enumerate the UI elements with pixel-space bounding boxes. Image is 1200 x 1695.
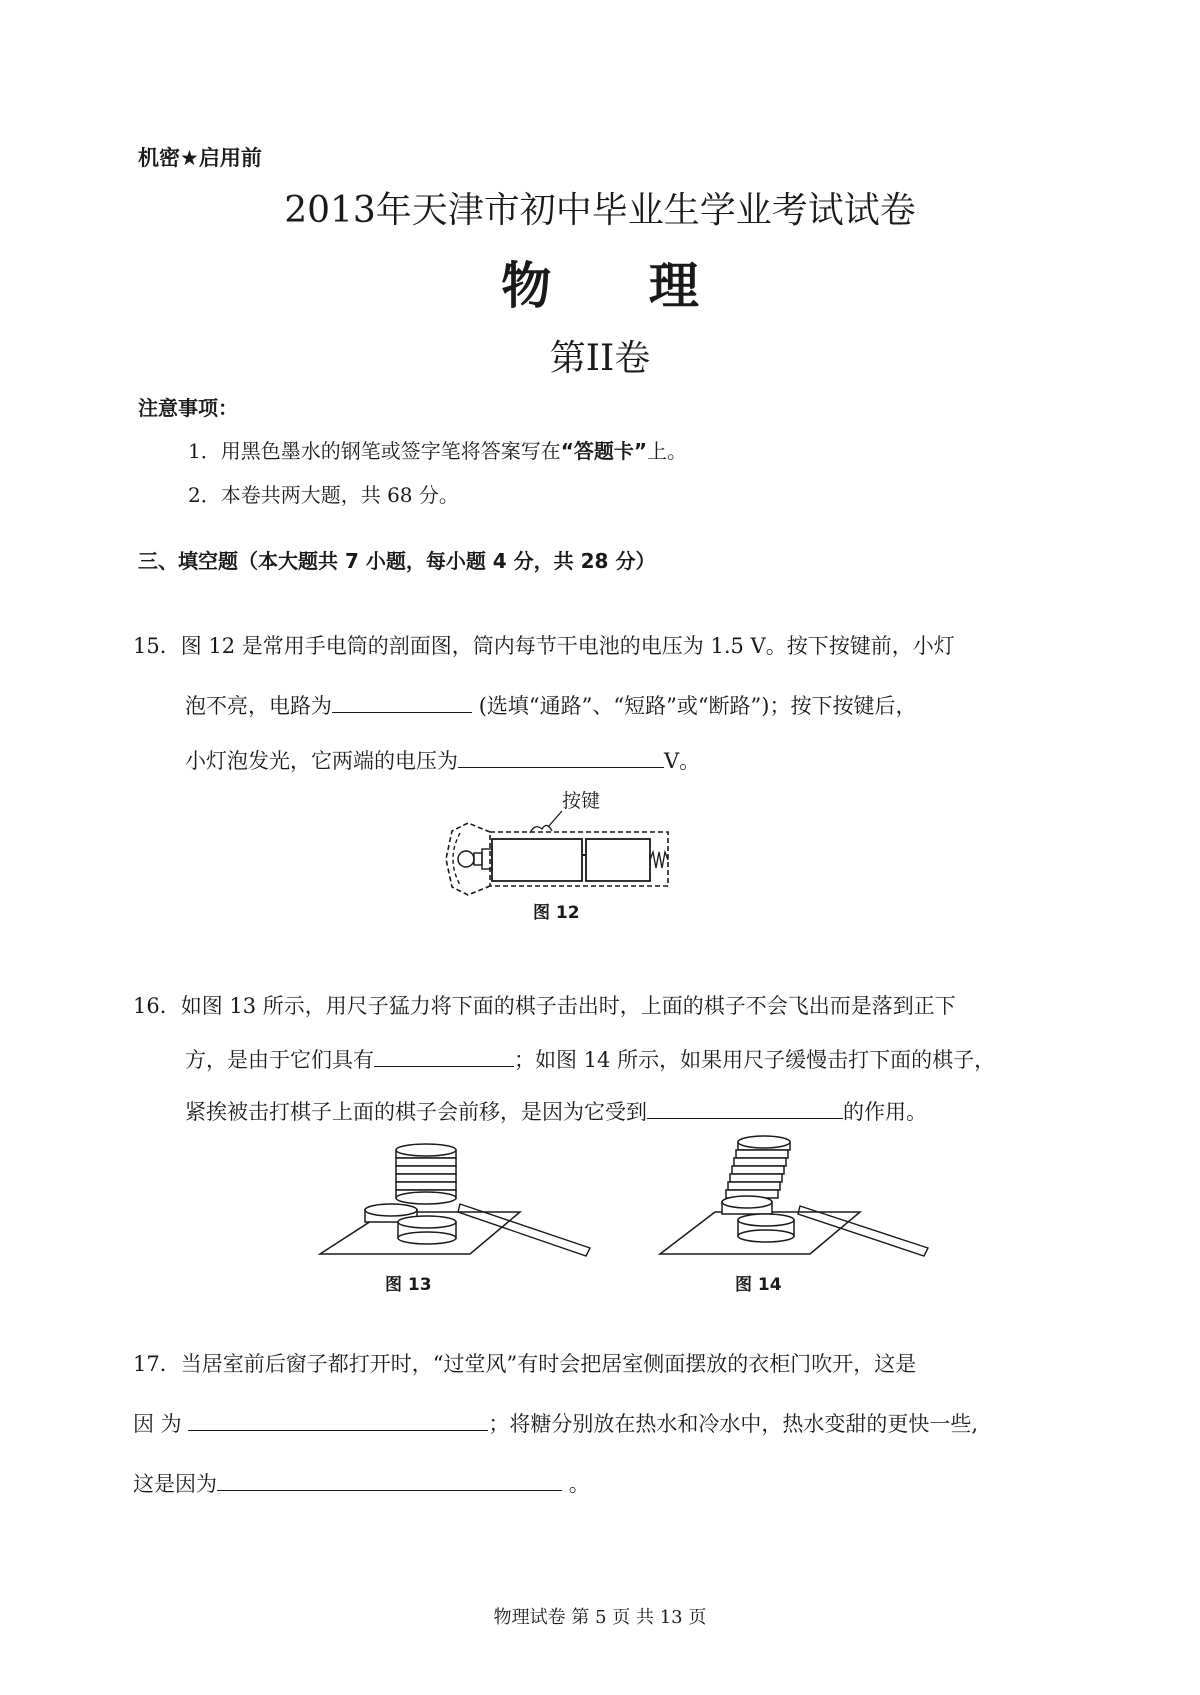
- q17-text-b: ；将糖分别放在热水和冷水中，热水变甜的更快一些,: [488, 1412, 979, 1436]
- q17-text-a: 因 为: [133, 1412, 182, 1436]
- figure-13-chess-stack: [310, 1122, 600, 1302]
- q16-line-2: [185, 1044, 995, 1074]
- figure-14-chess-stack: [640, 1122, 930, 1302]
- q15-text-a: 泡不亮，电路为: [185, 694, 332, 718]
- q16-text-a: 方，是由于它们具有: [185, 1048, 374, 1072]
- q15-blank-1[interactable]: [332, 694, 472, 713]
- q15-text-b: (选填“通路”、“短路”或“断路”)；按下按键后，: [478, 694, 917, 718]
- q15-text-d: V。: [664, 749, 701, 773]
- q16-text-c: 紧挨被击打棋子上面的棋子会前移，是因为它受到: [185, 1100, 647, 1124]
- q17-line-2: [133, 1408, 978, 1438]
- note-item-1: [188, 435, 687, 464]
- q17-text-d: 。: [568, 1472, 590, 1496]
- figure-13-caption: 图 13: [385, 1275, 432, 1295]
- q17-line-1: 17．当居室前后窗子都打开时，“过堂风”有时会把居室侧面摆放的衣柜门吹开，这是: [133, 1352, 917, 1376]
- section-heading: 三、填空题（本大题共 7 小题，每小题 4 分，共 28 分）: [138, 549, 656, 573]
- key-label: 按键: [562, 790, 601, 812]
- confidential-marker: 机密★启用前: [138, 146, 262, 170]
- note-item-1-text: 1．用黑色墨水的钢笔或签字笔将答案写在: [188, 439, 561, 463]
- answer-card-emphasis: “答题卡”: [560, 439, 648, 463]
- exam-title: 2013年天津市初中毕业生学业考试试卷: [284, 190, 916, 231]
- q17-text-c: 这是因为: [133, 1472, 217, 1496]
- q15-text-c: 小灯泡发光，它两端的电压为: [185, 749, 458, 773]
- q16-blank-1[interactable]: [374, 1048, 514, 1067]
- q15-blank-2[interactable]: [458, 749, 664, 768]
- q16-line-1: 16．如图 13 所示，用尺子猛力将下面的棋子击出时，上面的棋子不会飞出而是落到正下: [133, 994, 956, 1018]
- q17-blank-2[interactable]: [217, 1472, 562, 1491]
- flashlight-figure: [430, 785, 690, 925]
- page-footer: 物理试卷 第 5 页 共 13 页: [493, 1607, 707, 1628]
- note-item-1-suffix: 上。: [647, 439, 688, 463]
- q16-blank-2[interactable]: [647, 1100, 843, 1119]
- q16-text-d: 的作用。: [843, 1100, 927, 1124]
- volume-title: 第II卷: [549, 338, 651, 379]
- q16-text-b: ；如图 14 所示，如果用尺子缓慢击打下面的棋子，: [514, 1048, 996, 1072]
- q15-line-2: [185, 690, 917, 720]
- q15-line-3: [185, 745, 700, 775]
- notes-heading: 注意事项：: [138, 396, 238, 420]
- figure-12-caption: 图 12: [533, 903, 580, 923]
- q15-line-1: 15．图 12 是常用手电筒的剖面图，筒内每节干电池的电压为 1.5 V。按下按键前，小灯: [133, 634, 955, 658]
- q17-blank-1[interactable]: [188, 1412, 488, 1431]
- subject-title: 物 理: [501, 257, 739, 315]
- q17-line-3: [133, 1468, 590, 1498]
- figure-14-caption: 图 14: [735, 1275, 782, 1295]
- note-item-2: 2．本卷共两大题，共 68 分。: [188, 483, 459, 507]
